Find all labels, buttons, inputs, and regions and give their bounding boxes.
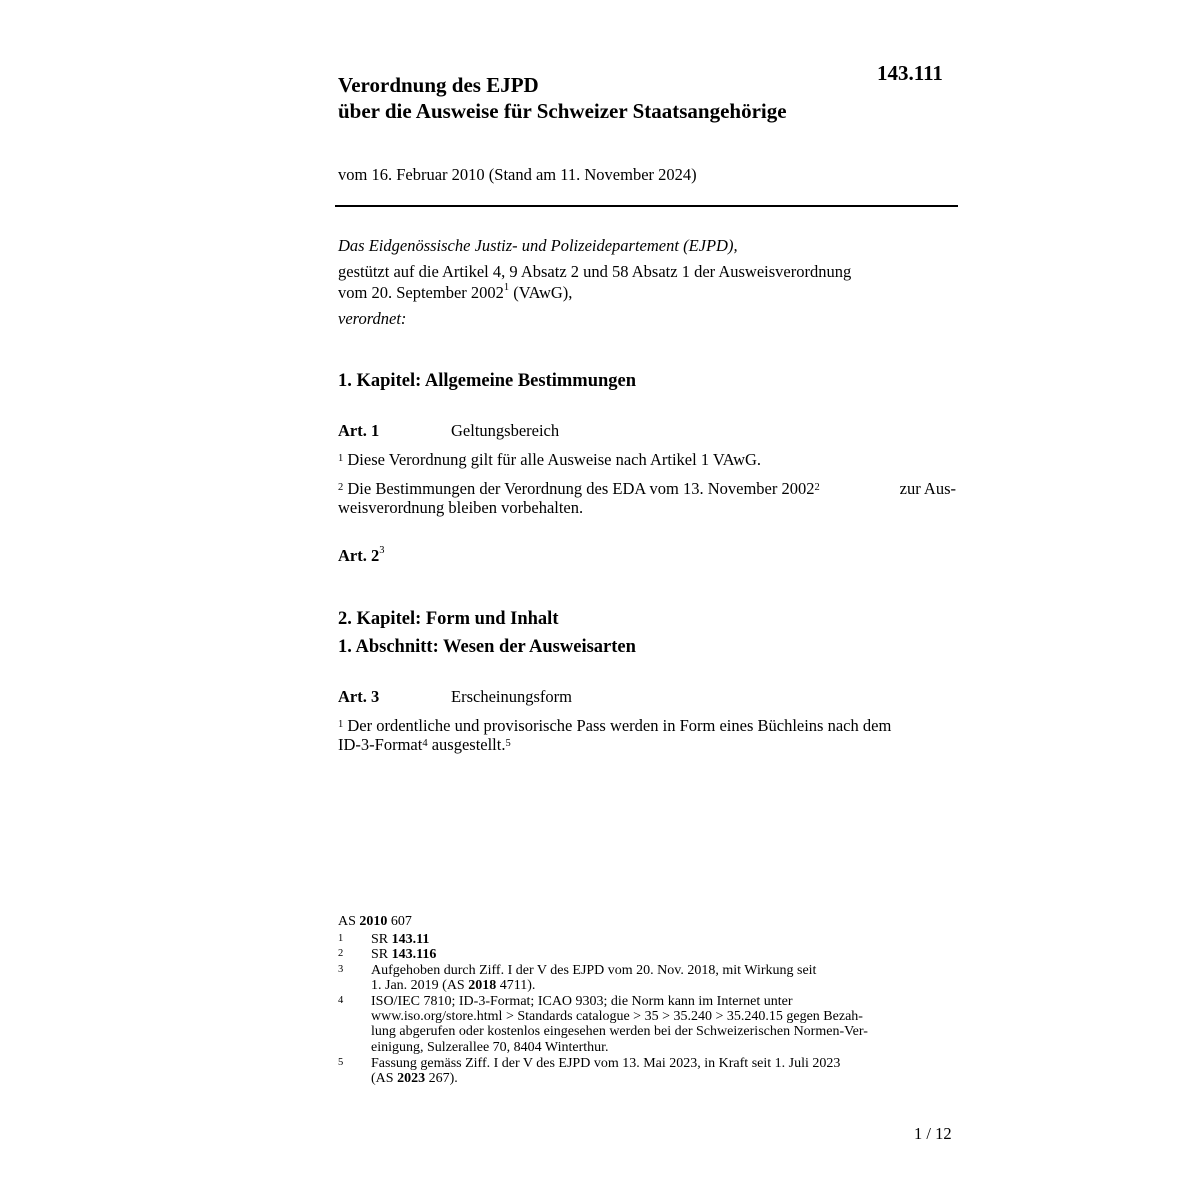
paragraph-line	[338, 735, 956, 754]
chapter-2-heading: 2. Kapitel: Form und Inhalt	[338, 609, 559, 629]
as-page: 607	[387, 914, 412, 929]
footnote-mark: 3	[338, 963, 344, 975]
paragraph-text: Diese Verordnung gilt für alle Ausweise nach Artikel 1 VAwG.	[343, 450, 762, 469]
footnote-line	[371, 1071, 958, 1086]
footnotes	[338, 914, 958, 1086]
footnote-line: Fassung gemäss Ziff. I der V des EJPD vom 13. Mai 2023, in Kraft seit 1. Juli 2023	[371, 1055, 841, 1071]
preamble-basis-line-2	[338, 283, 572, 303]
footnote-text	[371, 947, 958, 962]
article-1-paragraph-2	[338, 479, 956, 517]
footnote-text	[371, 994, 958, 1055]
footnote-mark: 4	[338, 995, 344, 1007]
footnote-line: lung abgerufen oder kostenlos eingesehen werden bei der Schweizerischen Normen-Ver-	[371, 1024, 868, 1040]
footnote-line: einigung, Sulzerallee 70, 8404 Winterthur.	[371, 1039, 609, 1055]
article-3-heading	[338, 687, 572, 707]
preamble-basis-text: vom 20. September 2002	[338, 283, 504, 302]
footnote-item	[338, 947, 958, 962]
title-line-2: über die Ausweise für Schweizer Staatsangehörige	[338, 99, 787, 123]
footnote-item	[338, 1056, 958, 1086]
footnote-line-prefix: 1. Jan. 2019 (AS	[371, 977, 469, 993]
preamble-basis-line-1: gestützt auf die Artikel 4, 9 Absatz 2 und 58 Absatz 1 der Ausweisverordnung	[338, 262, 852, 281]
article-1-heading	[338, 421, 559, 441]
footnote-line-prefix: (AS	[371, 1071, 398, 1087]
footnote-ref-1[interactable]: 1	[503, 282, 510, 293]
article-3-number: Art. 3	[338, 687, 380, 706]
paragraph-number: 1	[338, 719, 344, 730]
footnote-mark: 2	[338, 948, 344, 960]
chapter-1-heading: 1. Kapitel: Allgemeine Bestimmungen	[338, 371, 637, 391]
footnote-prefix: SR	[371, 932, 392, 948]
article-3-title: Erscheinungsform	[451, 687, 572, 706]
article-2-heading	[338, 546, 384, 566]
footnote-item	[338, 963, 958, 993]
as-year: 2010	[359, 914, 388, 929]
paragraph-number: 2	[338, 482, 344, 493]
paragraph-line	[338, 716, 956, 735]
footnote-item	[338, 994, 958, 1055]
footnote-mark: 5	[338, 1056, 344, 1068]
preamble-authority: Das Eidgenössische Justiz- und Polizeidepartement (EJPD),	[338, 236, 738, 255]
footnote-line: ISO/IEC 7810; ID-3-Format; ICAO 9303; die Norm kann im Internet unter	[371, 994, 793, 1010]
footnote-line	[371, 978, 958, 993]
footnote-text	[371, 1056, 958, 1086]
article-1-paragraph-1	[338, 450, 956, 469]
paragraph-text: ausgestellt.	[427, 735, 506, 754]
footnote-line-suffix: 267).	[425, 1071, 458, 1087]
paragraph-line-main	[338, 479, 820, 498]
date-line: vom 16. Februar 2010 (Stand am 11. November 2024)	[338, 165, 697, 184]
footnote-ref-2[interactable]: 2	[814, 482, 820, 493]
footnote-as-year: 2018	[468, 977, 497, 993]
article-2-number: Art. 2	[338, 546, 380, 565]
footnote-text	[371, 932, 958, 947]
paragraph-text: ID-3-Format	[338, 735, 423, 754]
title-line-1: Verordnung des EJPD	[338, 73, 539, 97]
footnote-line: www.iso.org/store.html > Standards catalogue > 35 > 35.240 > 35.240.15 gegen Bezah-	[371, 1009, 863, 1025]
footnote-line-suffix: 4711).	[496, 977, 536, 993]
preamble-decree: verordnet:	[338, 309, 407, 328]
article-1-title: Geltungsbereich	[451, 421, 560, 440]
paragraph-line	[338, 479, 956, 498]
footnote-ref-4[interactable]: 4	[422, 738, 428, 749]
as-prefix: AS	[338, 914, 360, 929]
footnote-sr-number: 143.11	[391, 932, 430, 948]
article-3-paragraph-1	[338, 716, 956, 754]
footnote-line: Aufgehoben durch Ziff. I der V des EJPD vom 20. Nov. 2018, mit Wirkung seit	[371, 962, 817, 978]
footnote-ref-3[interactable]: 3	[379, 545, 385, 556]
footnote-text	[371, 963, 958, 993]
paragraph-text: Die Bestimmungen der Verordnung des EDA vom 13. November 2002	[343, 479, 815, 498]
header-divider	[335, 205, 958, 207]
document-title	[338, 72, 787, 124]
paragraph-text: Der ordentliche und provisorische Pass werden in Form eines Büchleins nach dem	[343, 716, 892, 735]
preamble-basis-suffix: (VAwG),	[509, 283, 573, 302]
page-number: 1 / 12	[914, 1124, 952, 1143]
as-reference	[338, 914, 958, 929]
paragraph-text-end: zur Aus-	[899, 479, 956, 498]
article-1-number: Art. 1	[338, 421, 380, 440]
footnote-ref-5[interactable]: 5	[505, 738, 511, 749]
sr-number: 143.111	[877, 61, 943, 85]
footnote-item	[338, 932, 958, 947]
paragraph-number: 1	[338, 453, 344, 464]
footnote-as-year: 2023	[397, 1071, 426, 1087]
footnote-sr-number: 143.116	[391, 947, 437, 963]
footnote-prefix: SR	[371, 947, 392, 963]
footnote-mark: 1	[338, 933, 344, 945]
section-1-heading: 1. Abschnitt: Wesen der Ausweisarten	[338, 637, 636, 657]
paragraph-line: weisverordnung bleiben vorbehalten.	[338, 498, 584, 517]
